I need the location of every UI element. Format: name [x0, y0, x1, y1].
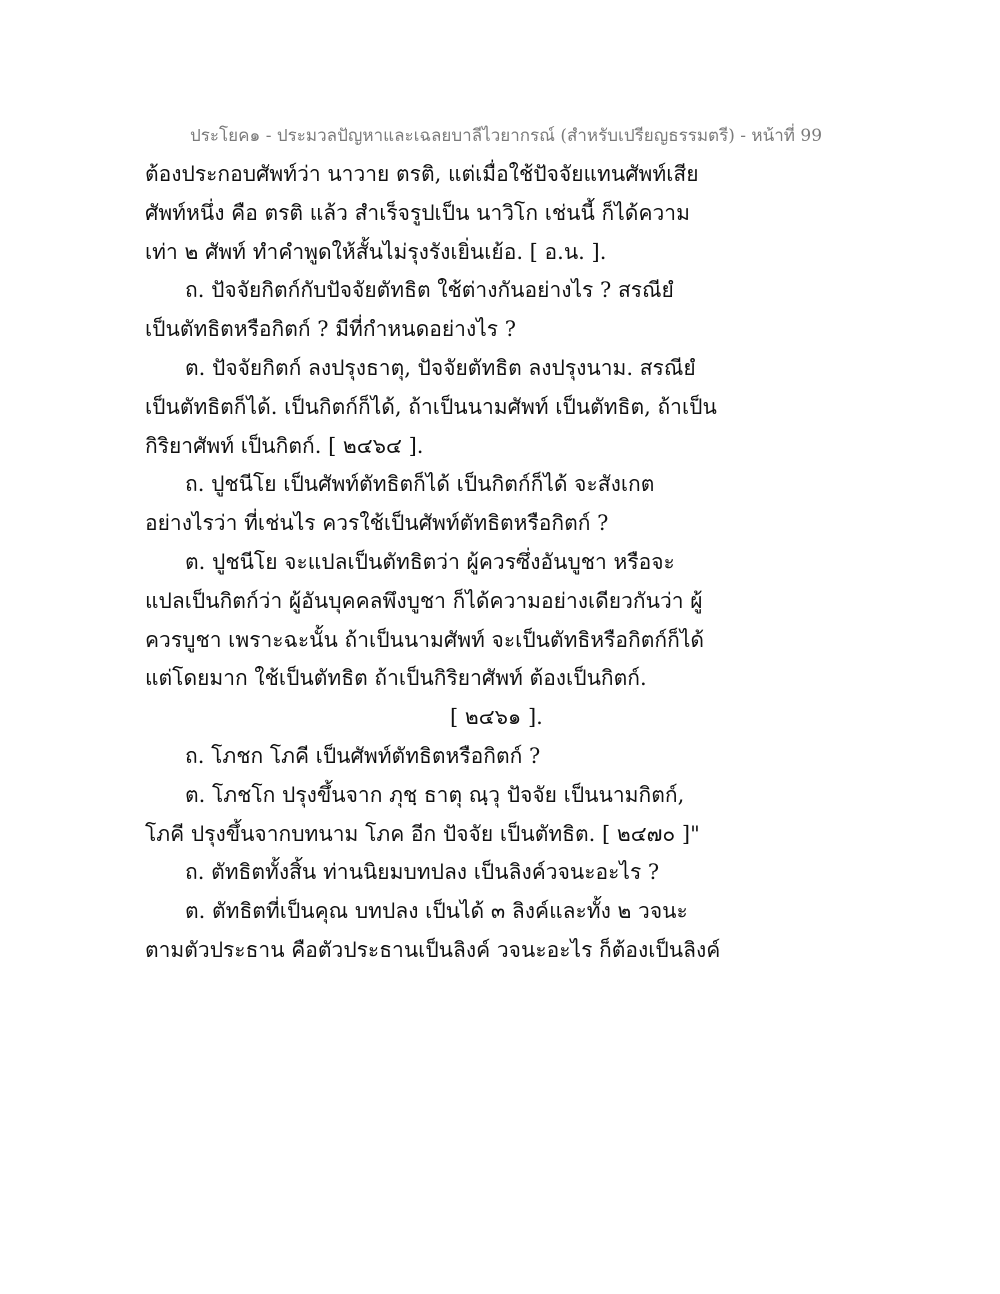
text-line: เท่า ๒ ศัพท์ ทำคำพูดให้สั้นไม่รุงรังเยิ่นเย้อ. [ อ.น. ]. [145, 239, 607, 264]
text-line: ต้องประกอบศัพท์ว่า นาวาย ตรติ, แต่เมื่อใช้ปัจจัยแทนศัพท์เสีย [145, 162, 699, 186]
text-line: เป็นตัทธิตก็ได้. เป็นกิตก์ก็ได้, ถ้าเป็นนามศัพท์ เป็นตัทธิต, ถ้าเป็น [145, 394, 717, 419]
answer-line: ต. โภชโก ปรุงขึ้นจาก ภุชฺ ธาตุ ณฺวุ ปัจจัย เป็นนามกิตก์, [185, 782, 685, 807]
text-line: อย่างไรว่า ที่เช่นไร ควรใช้เป็นศัพท์ตัทธิตหรือกิตก์ ? [145, 511, 609, 536]
text-line: กิริยาศัพท์ เป็นกิตก์. [ ๒๔๖๔ ]. [145, 433, 424, 458]
text-line: ศัพท์หนึ่ง คือ ตรติ แล้ว สำเร็จรูปเป็น นาวิโก เช่นนี้ ก็ได้ความ [145, 200, 690, 225]
page-header: ประโยค๑ - ประมวลปัญหาและเฉลยบาลีไวยากรณ์ (สำหรับเปรียญธรรมตรี) - หน้าที่ 99 [190, 126, 823, 146]
answer-line: ต. ปูชนีโย จะแปลเป็นตัทธิตว่า ผู้ควรซึ่งอันบูชา หรือจะ [185, 549, 675, 574]
answer-line: ต. ตัทธิตที่เป็นคุณ บทปลง เป็นได้ ๓ ลิงค์และทั้ง ๒ วจนะ [185, 899, 688, 924]
answer-line: ต. ปัจจัยกิตก์ ลงปรุงธาตุ, ปัจจัยตัทธิต ลงปรุงนาม. สรณียํ [185, 355, 696, 380]
reference-line: [ ๒๔๖๑ ]. [450, 705, 543, 730]
question-line: ถ. ตัทธิตทั้งสิ้น ท่านนิยมบทปลง เป็นลิงค์วจนะอะไร ? [185, 860, 660, 885]
text-line: แต่โดยมาก ใช้เป็นตัทธิต ถ้าเป็นกิริยาศัพท์ ต้องเป็นกิตก์. [145, 666, 647, 691]
text-line: เป็นตัทธิตหรือกิตก์ ? มีที่กำหนดอย่างไร ? [145, 317, 516, 342]
text-line: ตามตัวประธาน คือตัวประธานเป็นลิงค์ วจนะอะไร ก็ต้องเป็นลิงค์ [145, 937, 721, 962]
body-text [145, 155, 845, 970]
question-line: ถ. โภชก โภคี เป็นศัพท์ตัทธิตหรือกิตก์ ? [185, 743, 541, 768]
text-line: ควรบูชา เพราะฉะนั้น ถ้าเป็นนามศัพท์ จะเป็นตัทธิหรือกิตก์ก็ได้ [145, 627, 705, 652]
question-line: ถ. ปูชนีโย เป็นศัพท์ตัทธิตก็ได้ เป็นกิตก์ก็ได้ จะสังเกต [185, 472, 655, 497]
question-line: ถ. ปัจจัยกิตก์กับปัจจัยตัทธิต ใช้ต่างกันอย่างไร ? สรณียํ [185, 278, 674, 303]
text-line: โภคี ปรุงขึ้นจากบทนาม โภค อีก ปัจจัย เป็นตัทธิต. [ ๒๔๗๐ ]" [145, 821, 700, 846]
text-line: แปลเป็นกิตก์ว่า ผู้อันบุคคลพึงบูชา ก็ได้ความอย่างเดียวกันว่า ผู้ [145, 588, 703, 613]
